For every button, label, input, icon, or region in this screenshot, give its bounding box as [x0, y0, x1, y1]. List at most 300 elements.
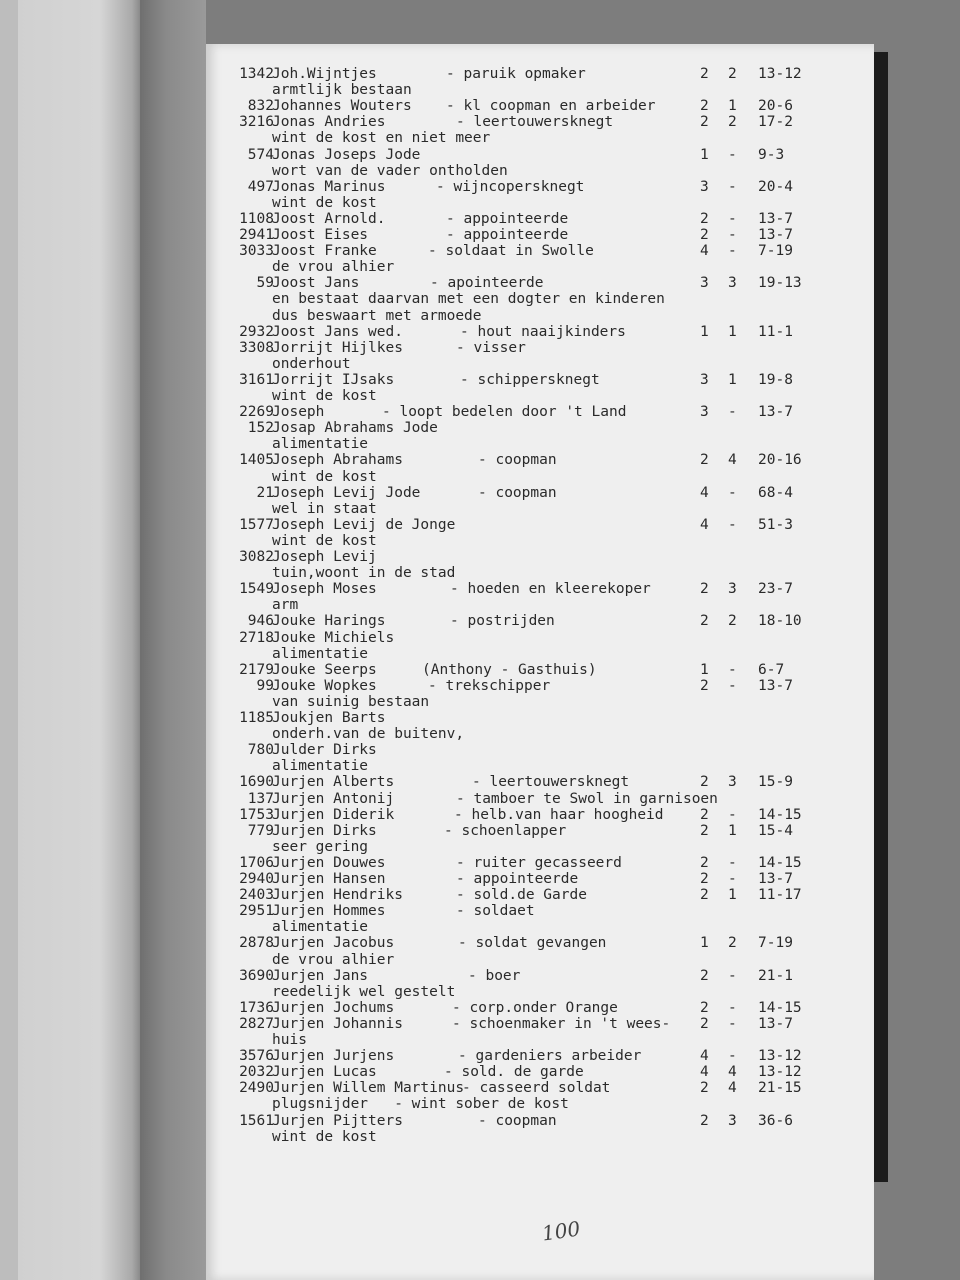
entry-occupation: - paruik opmaker — [446, 66, 586, 82]
register-entry — [206, 452, 874, 469]
entry-number: 2941 — [239, 227, 274, 243]
entry-number: 99 — [256, 677, 274, 694]
entry-number: 1690 — [239, 774, 274, 791]
page-edge-shadow — [874, 52, 888, 1182]
entry-number: 3216 — [239, 114, 274, 131]
entry-number: 2269 — [239, 404, 274, 421]
entry-count-1: 3 — [700, 404, 709, 421]
entry-number: 2940 — [239, 871, 274, 887]
register-entry — [206, 227, 874, 244]
entry-note-line — [206, 130, 874, 147]
entry-count-1: 2 — [700, 806, 709, 823]
entry-note-line — [206, 533, 874, 550]
register-entry — [206, 211, 874, 228]
entry-amount: 13-7 — [758, 871, 793, 887]
entry-name: Jurjen Hansen — [272, 871, 386, 887]
entry-count-1: 2 — [700, 98, 709, 115]
entry-number: 1753 — [239, 806, 274, 823]
entry-name: Jurjen Willem Martinus — [272, 1080, 465, 1097]
entry-count-1: 1 — [700, 661, 709, 678]
register-entry — [206, 903, 874, 920]
entry-number: 2878 — [239, 935, 274, 952]
entry-amount: 17-2 — [758, 114, 793, 131]
register-entry — [206, 404, 874, 421]
entry-name: Jonas Marinus — [272, 178, 386, 195]
entry-number: 2179 — [239, 661, 274, 678]
entry-note-line — [206, 839, 874, 856]
entry-count-2: 1 — [728, 323, 737, 340]
entry-count-1: 2 — [700, 999, 709, 1016]
entry-note-line — [206, 758, 874, 775]
entry-amount: 19-8 — [758, 371, 793, 388]
entry-occupation: - coopman — [478, 1112, 557, 1129]
entry-amount: 19-13 — [758, 275, 802, 292]
entry-count-1: 2 — [700, 871, 709, 887]
entry-occupation: - coopman — [478, 484, 557, 501]
entry-count-1: 1 — [700, 146, 709, 163]
entry-count-2: - — [728, 243, 737, 260]
entry-number: 3576 — [239, 1048, 274, 1065]
entry-note-line — [206, 919, 874, 936]
entry-note-line — [206, 952, 874, 969]
register-entry — [206, 710, 874, 727]
entry-count-1: 3 — [700, 178, 709, 195]
entry-count-1: 2 — [700, 677, 709, 694]
entry-amount: 18-10 — [758, 613, 802, 630]
entry-occupation: - casseerd soldat — [462, 1080, 611, 1097]
entry-count-1: 4 — [700, 484, 709, 501]
entry-note: wint de kost — [272, 1128, 377, 1145]
entry-count-2: 1 — [728, 822, 737, 839]
entry-name: Joseph Abrahams — [272, 452, 403, 469]
entry-number: 3033 — [239, 243, 274, 260]
entry-occupation: - loopt bedelen door 't Land — [382, 404, 627, 421]
register-entry — [206, 98, 874, 115]
register-entry — [206, 935, 874, 952]
register-entries — [206, 44, 874, 1280]
entry-count-2: - — [728, 210, 737, 227]
entry-amount: 14-15 — [758, 999, 802, 1016]
register-page — [206, 44, 874, 1280]
entry-note-line — [206, 646, 874, 663]
entry-name: Joost Franke — [272, 243, 377, 260]
entry-number: 1706 — [239, 854, 274, 871]
entry-count-2: - — [728, 1048, 737, 1065]
register-entry — [206, 1113, 874, 1130]
entry-name: Jurjen Douwes — [272, 854, 386, 871]
entry-note-line — [206, 308, 874, 325]
entry-name: Jouke Seerps — [272, 661, 377, 678]
entry-count-2: - — [728, 484, 737, 501]
entry-count-2: - — [728, 404, 737, 421]
entry-count-2: - — [728, 661, 737, 678]
entry-occupation: - kl coopman en arbeider — [446, 98, 656, 115]
register-entry — [206, 807, 874, 824]
entry-occupation: - tamboer te Swol in garnisoen — [456, 790, 718, 807]
register-entry — [206, 613, 874, 630]
entry-count-1: 1 — [700, 323, 709, 340]
register-entry — [206, 340, 874, 357]
entry-occupation: - leertouwersknegt — [472, 774, 630, 791]
entry-amount: 15-4 — [758, 822, 793, 839]
entry-count-1: 2 — [700, 227, 709, 243]
entry-amount: 13-12 — [758, 1048, 802, 1065]
register-entry — [206, 1016, 874, 1033]
entry-number: 1185 — [239, 710, 274, 726]
entry-number: 3082 — [239, 549, 274, 565]
entry-occupation: - coopman — [478, 452, 557, 469]
entry-number: 21 — [256, 484, 274, 501]
register-entry — [206, 742, 874, 759]
entry-count-1: 4 — [700, 1048, 709, 1065]
register-entry — [206, 662, 874, 679]
register-entry — [206, 1080, 874, 1097]
entry-name: Jouke Michiels — [272, 629, 395, 646]
entry-occupation: - appointeerde — [446, 227, 569, 243]
entry-note-line — [206, 436, 874, 453]
entry-number: 1342 — [239, 66, 274, 82]
entry-occupation: - corp.onder Orange — [452, 999, 618, 1016]
entry-note: onderhout — [272, 355, 351, 372]
entry-occupation: - schippersknegt — [460, 371, 600, 388]
entry-occupation: - wijncopersknegt — [436, 178, 585, 195]
register-entry — [206, 823, 874, 840]
entry-count-2: 1 — [728, 371, 737, 388]
entry-note-line — [206, 1032, 874, 1049]
entry-count-1: 2 — [700, 887, 709, 904]
entry-count-2: 2 — [728, 935, 737, 952]
entry-amount: 21-1 — [758, 967, 793, 984]
entry-occupation: - boer — [468, 967, 521, 984]
book-gutter — [140, 0, 206, 1280]
entry-occupation: - schoenmaker in 't wees- — [452, 1015, 671, 1032]
entry-note-line — [206, 1129, 874, 1146]
register-entry — [206, 871, 874, 888]
entry-count-1: 2 — [700, 452, 709, 469]
entry-name: Jurjen Jacobus — [272, 935, 395, 952]
entry-count-1: 2 — [700, 774, 709, 791]
register-entry — [206, 887, 874, 904]
entry-number: 2827 — [239, 1015, 274, 1032]
register-entry — [206, 1064, 874, 1081]
entry-amount: 15-9 — [758, 774, 793, 791]
entry-note: alimentatie — [272, 758, 369, 775]
register-entry — [206, 485, 874, 502]
entry-name: Jonas Joseps Jode — [272, 146, 421, 163]
entry-occupation: - soldaet — [456, 903, 535, 920]
entry-note: wort van de vader ontholden — [272, 162, 508, 179]
entry-number: 780 — [247, 742, 274, 759]
entry-occupation: - appointeerde — [456, 871, 579, 887]
page-number: 100 — [540, 1216, 582, 1246]
entry-name: Joukjen Barts — [272, 710, 386, 726]
entry-amount: 13-7 — [758, 210, 793, 227]
entry-number: 2951 — [239, 903, 274, 920]
entry-occupation: - schoenlapper — [444, 822, 567, 839]
entry-note: tuin,woont in de stad — [272, 565, 456, 582]
entry-note: armtlijk bestaan — [272, 82, 412, 99]
entry-count-2: - — [728, 871, 737, 887]
entry-note-line — [206, 356, 874, 373]
entry-name: Joost Eises — [272, 227, 369, 243]
entry-count-1: 3 — [700, 371, 709, 388]
register-entry — [206, 791, 874, 808]
entry-count-2: 1 — [728, 887, 737, 904]
entry-count-1: 4 — [700, 516, 709, 533]
entry-name: Jurjen Jans — [272, 967, 369, 984]
entry-amount: 21-15 — [758, 1080, 802, 1097]
entry-count-2: 3 — [728, 275, 737, 292]
entry-note-line — [206, 1096, 874, 1113]
register-entry — [206, 275, 874, 292]
entry-note: wint de kost — [272, 468, 377, 485]
entry-note: onderh.van de buitenv, — [272, 726, 465, 743]
entry-occupation: - soldaat in Swolle — [428, 243, 594, 260]
entry-count-2: 2 — [728, 613, 737, 630]
entry-occupation: - appointeerde — [446, 210, 569, 227]
entry-count-2: - — [728, 999, 737, 1016]
entry-count-1: 2 — [700, 967, 709, 984]
entry-count-1: 2 — [700, 1015, 709, 1032]
entry-note-line — [206, 501, 874, 518]
entry-count-2: 3 — [728, 581, 737, 598]
entry-name: Jouke Harings — [272, 613, 386, 630]
entry-note: van suinig bestaan — [272, 693, 430, 710]
entry-name: Jonas Andries — [272, 114, 386, 131]
entry-count-2: - — [728, 1015, 737, 1032]
entry-number: 1561 — [239, 1112, 274, 1129]
entry-note-line — [206, 694, 874, 711]
entry-number: 1577 — [239, 516, 274, 533]
entry-number: 137 — [247, 790, 274, 807]
entry-count-2: - — [728, 967, 737, 984]
entry-number: 574 — [247, 146, 274, 163]
entry-count-2: - — [728, 146, 737, 163]
entry-count-2: 2 — [728, 114, 737, 131]
entry-note: wint de kost — [272, 388, 377, 404]
entry-name: Joseph Moses — [272, 581, 377, 598]
register-entry — [206, 517, 874, 534]
entry-count-1: 2 — [700, 1080, 709, 1097]
entry-amount: 14-15 — [758, 806, 802, 823]
entry-number: 59 — [256, 275, 274, 292]
entry-amount: 13-7 — [758, 227, 793, 243]
entry-amount: 20-6 — [758, 98, 793, 115]
entry-note: alimentatie — [272, 645, 369, 662]
entry-amount: 13-12 — [758, 66, 802, 82]
entry-name: Jorrijt Hijlkes — [272, 339, 403, 356]
entry-note: huis — [272, 1032, 307, 1048]
entry-occupation: - trekschipper — [428, 677, 551, 694]
entry-note: alimentatie — [272, 436, 369, 453]
entry-count-2: 4 — [728, 1064, 737, 1081]
entry-count-2: 3 — [728, 774, 737, 791]
entry-occupation: - hout naaijkinders — [460, 323, 626, 340]
entry-amount: 23-7 — [758, 581, 793, 598]
entry-note-line — [206, 259, 874, 276]
entry-amount: 13-7 — [758, 1015, 793, 1032]
entry-number: 832 — [247, 98, 274, 115]
entry-number: 3690 — [239, 967, 274, 984]
entry-name: Jouke Wopkes — [272, 677, 377, 694]
register-entry — [206, 774, 874, 791]
entry-name: Joseph Levij de Jonge — [272, 516, 456, 533]
entry-amount: 36-6 — [758, 1112, 793, 1129]
entry-name: Jorrijt IJsaks — [272, 371, 395, 388]
entry-amount: 9-3 — [758, 146, 785, 163]
entry-name: Jurjen Diderik — [272, 806, 395, 823]
register-entry — [206, 243, 874, 260]
entry-note: seer gering — [272, 838, 369, 855]
entry-count-2: 3 — [728, 1112, 737, 1129]
register-entry — [206, 420, 874, 437]
entry-occupation: - apointeerde — [430, 275, 544, 292]
entry-count-2: 1 — [728, 98, 737, 115]
entry-number: 2490 — [239, 1080, 274, 1097]
entry-count-2: - — [728, 227, 737, 243]
entry-name: Jurjen Johannis — [272, 1015, 403, 1032]
entry-name: Jurjen Jochums — [272, 999, 395, 1016]
entry-note: reedelijk wel gestelt — [272, 983, 456, 1000]
entry-name: Joseph Levij — [272, 549, 377, 565]
entry-count-1: 2 — [700, 210, 709, 227]
entry-name: Jurjen Dirks — [272, 822, 377, 839]
entry-note: wint de kost en niet meer — [272, 130, 491, 147]
entry-name: Jurjen Antonij — [272, 790, 395, 807]
entry-count-2: - — [728, 806, 737, 823]
entry-occupation: - helb.van haar hoogheid — [454, 806, 664, 823]
register-entry — [206, 581, 874, 598]
entry-count-1: 4 — [700, 243, 709, 260]
entry-note-line — [206, 163, 874, 180]
entry-number: 2932 — [239, 323, 274, 340]
entry-amount: 7-19 — [758, 935, 793, 952]
entry-number: 497 — [247, 178, 274, 195]
entry-name: Jurjen Hommes — [272, 903, 386, 920]
register-entry — [206, 968, 874, 985]
entry-number: 1108 — [239, 210, 274, 227]
register-entry — [206, 1000, 874, 1017]
entry-amount: 14-15 — [758, 854, 802, 871]
entry-note: arm — [272, 597, 299, 614]
entry-note: de vrou alhier — [272, 259, 395, 276]
entry-amount: 11-1 — [758, 323, 793, 340]
entry-number: 152 — [247, 420, 274, 437]
entry-note: dus beswaart met armoede — [272, 307, 482, 324]
entry-occupation: - ruiter gecasseerd — [456, 854, 622, 871]
entry-number: 1736 — [239, 999, 274, 1016]
entry-count-1: 2 — [700, 1112, 709, 1129]
entry-note-line — [206, 597, 874, 614]
entry-occupation: - soldat gevangen — [458, 935, 607, 952]
entry-note-line — [206, 726, 874, 743]
register-entry — [206, 114, 874, 131]
entry-count-1: 2 — [700, 114, 709, 131]
entry-amount: 20-16 — [758, 452, 802, 469]
entry-note: de vrou alhier — [272, 951, 395, 968]
entry-amount: 68-4 — [758, 484, 793, 501]
entry-occupation: - sold. de garde — [444, 1064, 584, 1081]
register-entry — [206, 179, 874, 196]
entry-amount: 13-7 — [758, 404, 793, 421]
left-page-edge — [0, 0, 18, 1280]
entry-note: en bestaat daarvan met een dogter en kinderen — [272, 291, 665, 308]
register-entry — [206, 630, 874, 647]
entry-note-line — [206, 82, 874, 99]
entry-count-1: 2 — [700, 822, 709, 839]
entry-amount: 13-12 — [758, 1064, 802, 1081]
entry-amount: 11-17 — [758, 887, 802, 904]
left-page — [0, 0, 140, 1280]
entry-note-line — [206, 388, 874, 405]
entry-count-2: - — [728, 178, 737, 195]
entry-name: Joseph — [272, 404, 325, 421]
entry-occupation: (Anthony - Gasthuis) — [422, 661, 597, 678]
entry-occupation: - postrijden — [450, 613, 555, 630]
entry-note-line — [206, 565, 874, 582]
entry-note-line — [206, 984, 874, 1001]
entry-name: Josap Abrahams Jode — [272, 420, 438, 437]
entry-name: Joh.Wijntjes — [272, 66, 377, 82]
entry-name: Jurjen Jurjens — [272, 1048, 395, 1065]
entry-name: Jurjen Alberts — [272, 774, 395, 791]
entry-count-1: 4 — [700, 1064, 709, 1081]
entry-number: 946 — [247, 613, 274, 630]
entry-note-line — [206, 291, 874, 308]
entry-number: 3308 — [239, 339, 274, 356]
entry-count-2: - — [728, 516, 737, 533]
entry-amount: 13-7 — [758, 677, 793, 694]
entry-occupation: - hoeden en kleerekoper — [450, 581, 651, 598]
entry-occupation: - sold.de Garde — [456, 887, 587, 904]
entry-count-1: 2 — [700, 66, 709, 82]
entry-number: 3161 — [239, 371, 274, 388]
entry-name: Jurjen Pijtters — [272, 1112, 403, 1129]
entry-name: Jurjen Hendriks — [272, 887, 403, 904]
register-entry — [206, 855, 874, 872]
entry-count-2: - — [728, 677, 737, 694]
entry-name: Joost Jans — [272, 275, 360, 292]
entry-occupation: - visser — [456, 339, 526, 356]
entry-count-1: 3 — [700, 275, 709, 292]
entry-amount: 51-3 — [758, 516, 793, 533]
register-entry — [206, 372, 874, 389]
entry-name: Julder Dirks — [272, 742, 377, 759]
entry-note: wel in staat — [272, 500, 377, 517]
entry-amount: 7-19 — [758, 243, 793, 260]
entry-name: Joost Jans wed. — [272, 323, 403, 340]
entry-number: 1405 — [239, 452, 274, 469]
entry-count-2: 4 — [728, 1080, 737, 1097]
entry-name: Joseph Levij Jode — [272, 484, 421, 501]
entry-note-line — [206, 469, 874, 486]
entry-occupation: - leertouwersknegt — [456, 114, 614, 131]
entry-amount: 20-4 — [758, 178, 793, 195]
entry-note: alimentatie — [272, 919, 369, 936]
register-entry — [206, 549, 874, 566]
entry-number: 779 — [247, 822, 274, 839]
entry-name: Johannes Wouters — [272, 98, 412, 115]
entry-name: Joost Arnold. — [272, 210, 386, 227]
entry-note-line — [206, 195, 874, 212]
entry-note: plugsnijder - wint sober de kost — [272, 1096, 569, 1113]
register-entry — [206, 324, 874, 341]
entry-count-2: 4 — [728, 452, 737, 469]
entry-count-2: - — [728, 854, 737, 871]
entry-count-1: 1 — [700, 935, 709, 952]
entry-count-1: 2 — [700, 854, 709, 871]
entry-number: 2718 — [239, 629, 274, 646]
